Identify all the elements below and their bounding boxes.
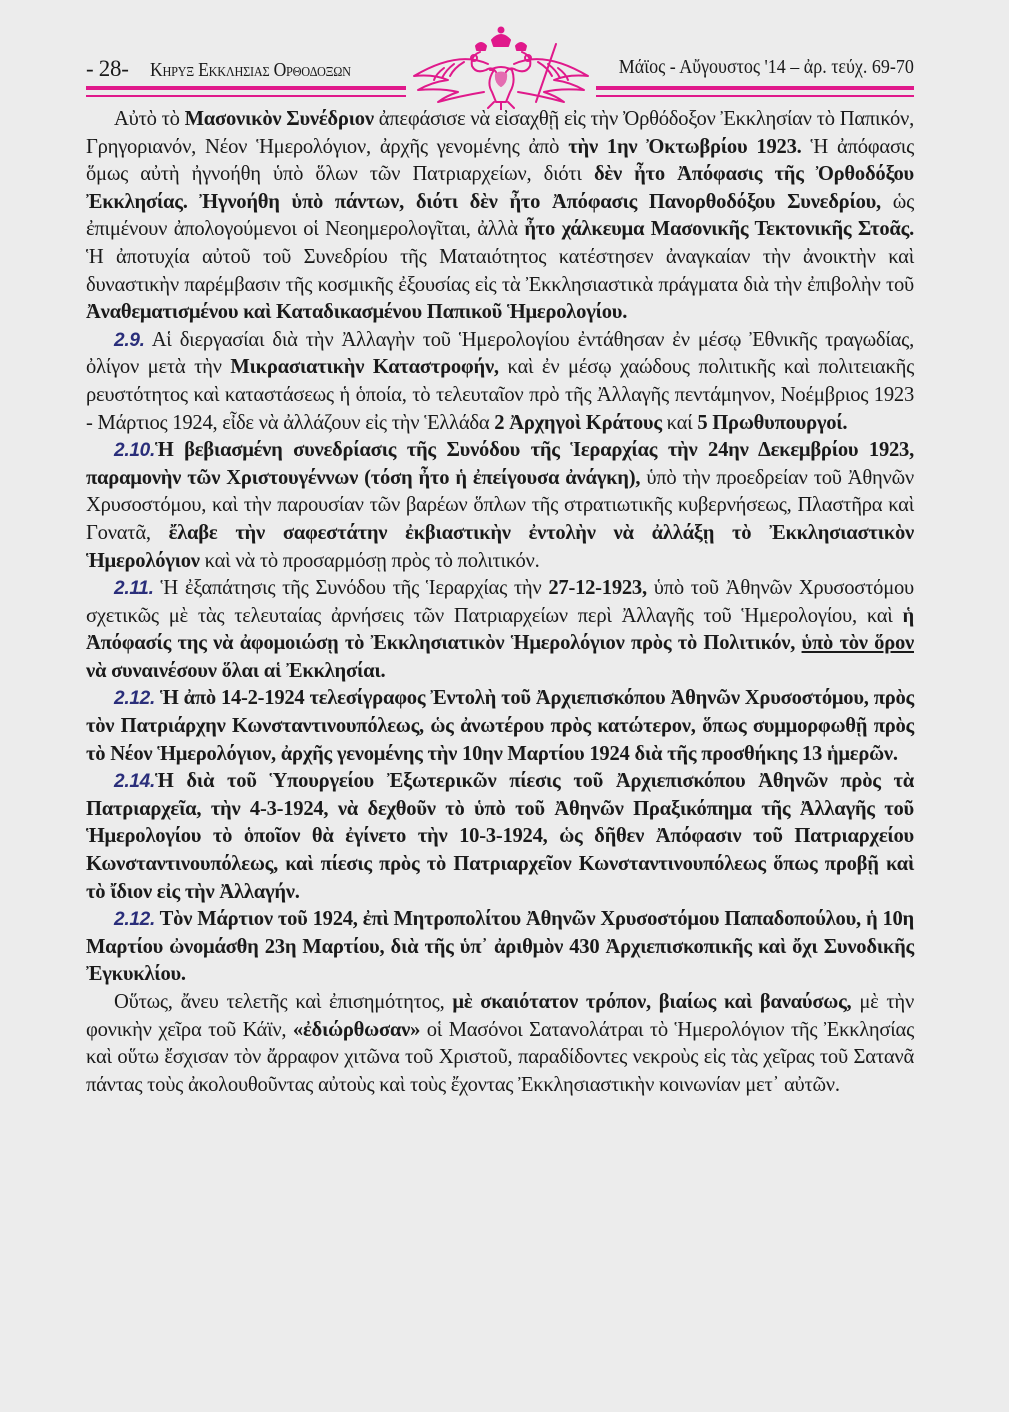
paragraph — [86, 989, 914, 1099]
bold-text: Μικρασιατικὴν Καταστροφήν, — [230, 356, 499, 379]
bold-text: Ἡ ἀπὸ 14-2-1924 τελεσίγραφος Ἐντολὴ τοῦ Ἀρχιεπισκόπου Ἀθηνῶν Χρυσοστόμου, πρὸς τὸν Πατριάρχην Κωνσταντινουπόλεως, ὡς ἀνωτέρου πρὸς κατώτερον, ὅπως συμμορφωθῇ πρὸς τὸ Νέον Ἡμερολόγιον, ἀρχῆς γενομένης τὴν 10ην Μαρτίου 1924 διὰ τῆς προσθήκης 13 ἡμερῶν. — [86, 687, 914, 765]
bold-text: ἡ Ἀπόφασίς της νὰ ἀφομοιώσῃ τὸ Ἐκκλησιατικὸν Ἡμερολόγιον πρὸς τὸ Πολιτικόν, — [86, 604, 914, 655]
header-rule-left-thick — [86, 86, 406, 90]
header-rule-left-thin — [86, 95, 406, 97]
bold-text: Ἡ διὰ τοῦ Ὑπουργείου Ἐξωτερικῶν πίεσις τοῦ Ἀρχιεπισκόπου Ἀθηνῶν πρὸς τὰ Πατριαρχεῖα, τὴν 4-3-1924, νὰ δεχθοῦν τὸ ὑπὸ τοῦ Ἀθηνῶν Πραξικόπημα τῆς Ἀλλαγῆς τοῦ Ἡμερολογίου τὸ ὁποῖον θὰ ἐγίνετο τὴν 10-3-1924, ὡς δῆθεν Ἀπόφασιν τοῦ Πατριαρχείου Κωνσταντινουπόλεως, καὶ πίεσις πρὸς τὸ Πατριαρχεῖον Κωνσταντινουπόλεως ὅπως προβῇ καὶ τὸ ἴδιον εἰς τὴν Ἀλλαγήν. — [86, 770, 914, 903]
paragraph-number: 2.12. — [114, 688, 156, 710]
numbered-paragraph — [86, 768, 914, 906]
header-rule-right-thin — [596, 95, 914, 97]
bold-text: νὰ συναινέσουν ὅλαι αἱ Ἐκκλησίαι. — [86, 659, 386, 682]
article-body — [86, 106, 914, 1099]
text-run: Οὕτως, ἄνευ τελετῆς καὶ ἐπισημότητος, — [114, 991, 453, 1013]
text-run: καὶ νὰ τὸ προσαρμόσῃ πρὸς τὸ πολιτικόν. — [199, 549, 540, 572]
bold-text: Ἡ βεβιασμένη συνεδρίασις τῆς Συνόδου τῆς Ἱεραρχίας τὴν 24ην Δεκεμβρίου 1923, παραμονὴν τῶν Χριστουγέννων (τόση ἦτο ἡ ἐπείγουσα ἀνάγκη), — [86, 439, 914, 489]
paragraph-number: 2.9. — [114, 329, 145, 351]
text-run: ὑπὸ τοῦ Ἀθηνῶν Χρυσοστόμου σχετικῶς μὲ τὰς τελευταίας ἀρνήσεις τῶν Πατριαρχείων περὶ Ἀλλαγῆς τοῦ Ἡμερολογίου, καὶ — [86, 577, 914, 627]
paragraph-number: 2.12. — [114, 909, 156, 931]
paragraph-number: 2.10. — [114, 440, 156, 462]
paragraph-number: 2.11. — [114, 578, 154, 600]
bold-text: Ἀναθεματισμένου καὶ Καταδικασμένου Παπικοῦ Ἡμερολογίου. — [86, 301, 628, 324]
bold-text: τὴν 1ην Ὀκτωβρίου 1923. — [568, 135, 802, 158]
text-run: Ἡ ἀποτυχία αὐτοῦ τοῦ Συνεδρίου τῆς Ματαιότητος κατέστησεν ἀναγκαίαν τὴν ἀνοικτὴν καὶ δυναστικὴν παρέμβασιν τῆς κοσμικῆς ἐξουσίας εἰς τὰ Ἐκκλησιαστικὰ πράγματα διὰ τὴν ἐπιβολὴν τοῦ — [86, 245, 914, 296]
text-run: καί — [661, 411, 698, 434]
bold-text: Μασονικὸν Συνέδριον — [184, 108, 374, 130]
underlined-text — [802, 632, 914, 654]
bold-text: ὑπὸ τὸν ὅρον — [801, 632, 914, 655]
header-rule-right-thick — [596, 86, 914, 90]
numbered-paragraph — [86, 575, 914, 685]
paragraph-number: 2.14. — [114, 771, 156, 793]
header-left — [86, 56, 378, 82]
bold-text: ἔλαβε τὴν σαφεστάτην ἐκβιαστικὴν ἐντολὴν νὰ ἀλλάξῃ τὸ Ἐκκλησιαστικὸν Ἡμερολόγιον — [86, 521, 914, 572]
text-run: Αἱ διεργασίαι διὰ τὴν Ἀλλαγὴν τοῦ Ἡμερολογίου ἐντάθησαν ἐν μέσῳ Ἐθνικῆς τραγωδίας, ὀλίγον μετὰ τὴν — [86, 328, 914, 379]
issue-info: Μάϊος - Αὔγουστος '14 – ἀρ. τεύχ. 69-70 — [618, 56, 914, 78]
numbered-paragraph — [86, 685, 914, 768]
text-run: μὲ τὴν φονικὴν χεῖρα τοῦ Κάϊν, — [86, 991, 915, 1041]
text-run: ὡς ἐπιμένουν ἀπολογούμενοι οἱ Νεοημερολογῖται, ἀλλὰ — [86, 190, 915, 241]
paragraph — [86, 106, 914, 327]
numbered-paragraph — [86, 906, 914, 989]
text-run: ὑπὸ τὴν προεδρείαν τοῦ Ἀθηνῶν Χρυσοστόμου, καὶ τὴν παρουσίαν τῶν βαρέων ὅπλων τῆς στρατιωτικῆς κυβερνήσεως, Πλαστῆρα καὶ Γονατᾶ, — [86, 466, 914, 544]
text-run: Ἡ ἀπόφασις ὅμως αὐτὴ ἠγνοήθη ὑπὸ ὅλων τῶν Πατριαρχείων, διότι — [86, 135, 914, 186]
numbered-paragraph — [86, 327, 914, 437]
text-run: Ἡ ἐξαπάτησις τῆς Συνόδου τῆς Ἱεραρχίας τὴν — [153, 577, 549, 600]
bold-text: «ἐδιώρθωσαν» — [292, 1018, 421, 1041]
text-run: ἀπεφάσισε νὰ εἰσαχθῇ εἰς τὴν Ὀρθόδοξον Ἐκκλησίαν τὸ Παπικόν, Γρηγοριανόν, Νέον Ἡμερολόγιον, ἀρχῆς γενομένης ἀπὸ — [86, 108, 914, 158]
bold-text: 5 Πρωθυπουργοί. — [697, 411, 848, 434]
bold-text: ἦτο χάλκευμα Μασονικῆς Τεκτονικῆς Στοᾶς. — [524, 218, 914, 241]
numbered-paragraph — [86, 437, 914, 575]
text-run: Αὐτὸ τὸ — [114, 108, 185, 130]
text-run: καὶ ἐν μέσῳ χαώδους πολιτικῆς καὶ πολιτειακῆς ρευστότητος καὶ καταστάσεως ἡ ὁποία, τὸ τελευταῖον πρὸ τῆς Ἀλλαγῆς πεντάμηνον, Νοέμβριος 1923 - Μάρτιος 1924, εἶδε νὰ ἀλλάζουν εἰς τὴν Ἑλλάδα — [86, 356, 915, 434]
page-number: - 28- — [86, 56, 129, 81]
publication-title: Κηρυξ Εκκλησιας Ορθοδοξων — [149, 59, 351, 81]
text-run: οἱ Μασόνοι Σατανολάτραι τὸ Ἡμερολόγιον τῆς Ἐκκλησίας καὶ οὕτω ἔσχισαν τὸν ἄρραφον χιτῶνα τοῦ Χριστοῦ, παραδίδοντες νεκροὺς εἰς τὰς χεῖρας τοῦ Σατανᾶ πάντας τοὺς ἀκολουθοῦντας αὐτοὺς καὶ τοὺς ἔχοντας Ἐκκλησιαστικὴν κοινωνίαν μετ᾽ αὐτῶν. — [86, 1018, 914, 1096]
bold-text: Τὸν Μάρτιον τοῦ 1924, ἐπὶ Μητροπολίτου Ἀθηνῶν Χρυσοστόμου Παπαδοπούλου, ἡ 10η Μαρτίου ὠνομάσθη 23η Μαρτίου, διὰ τῆς ὑπ᾽ ἀριθμὸν 430 Ἀρχιεπισκοπικῆς καὶ ὄχι Συνοδικῆς Ἐγκυκλίου. — [86, 908, 914, 986]
bold-text: μὲ σκαιότατον τρόπον, βιαίως καὶ βαναύσως, — [452, 991, 852, 1013]
bold-text: δὲν ἦτο Ἀπόφασις τῆς Ὀρθοδόξου Ἐκκλησίας. Ἠγνοήθη ὑπὸ πάντων, διότι δὲν ἦτο Ἀπόφασις Πανορθοδόξου Συνεδρίου, — [86, 163, 914, 213]
bold-text: 2 Ἀρχηγοὶ Κράτους — [494, 411, 662, 434]
double-headed-eagle-icon — [404, 26, 598, 110]
bold-text: 27-12-1923, — [548, 577, 647, 600]
